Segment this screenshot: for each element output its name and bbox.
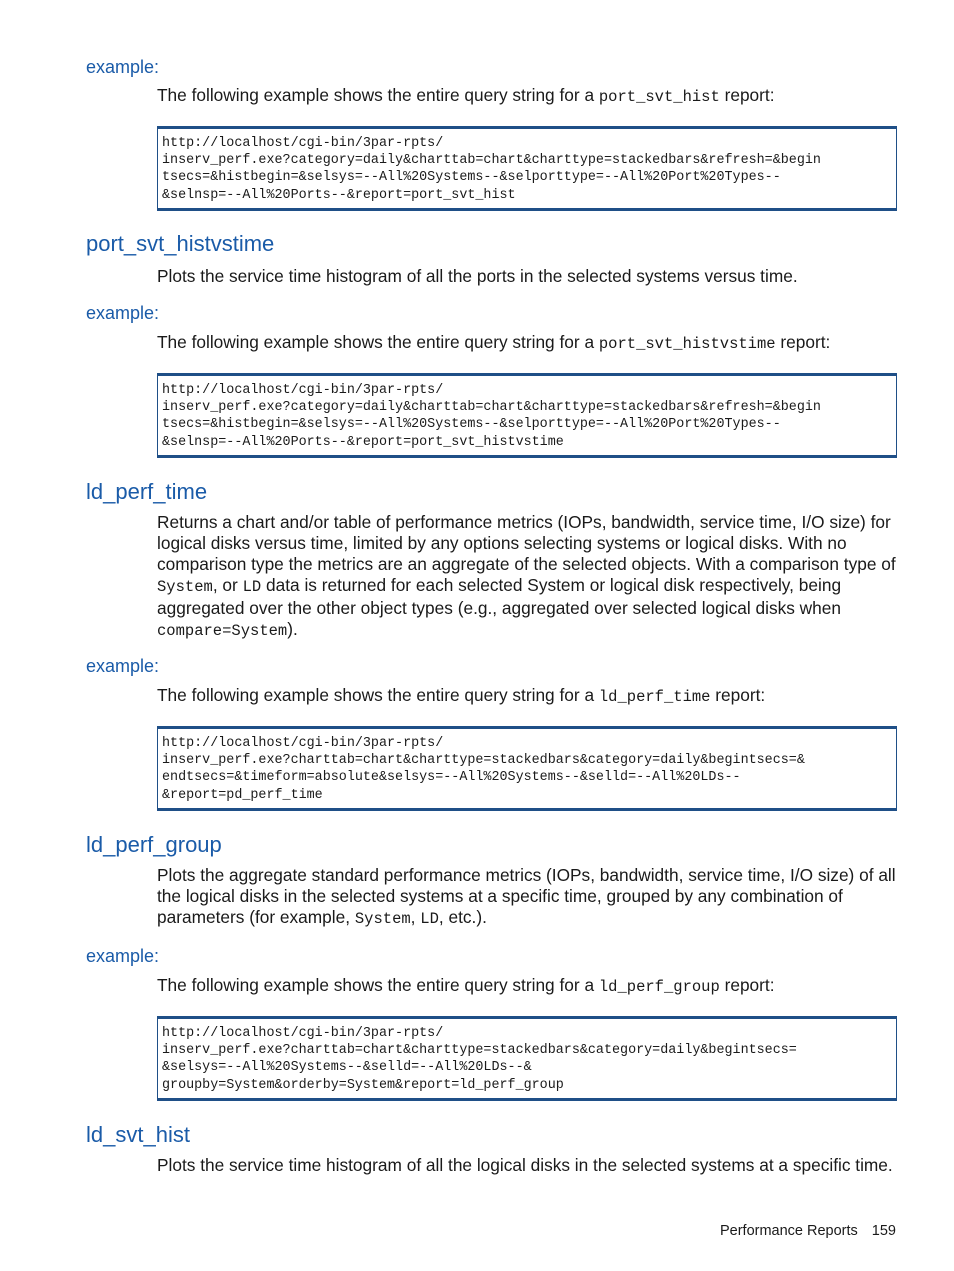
example-intro [157,685,899,708]
section-description [157,865,899,930]
query-line: inserv_perf.exe?category=daily&charttab=chart&charttype=stackedbars&refresh=&begin [162,153,821,169]
query-line: &report=pd_perf_time [162,787,323,803]
inline-text: ). [287,619,298,639]
section-heading: ld_svt_hist [86,1122,190,1147]
query-line: &selnsp=--All%20Ports--&report=port_svt_hist [162,187,516,203]
inline-code: LD [420,910,439,928]
section-description: Plots the service time histogram of all the ports in the selected systems versus time. [157,266,798,286]
query-line: &selsys=--All%20Systems--&selld=--All%20LDs--& [162,1060,532,1076]
inline-code: compare=System [157,622,288,640]
example-intro [157,975,899,998]
description-line: Plots the aggregate standard performance metrics (IOPs, bandwidth, service time, I/O size) of all [157,865,896,885]
query-string-box [157,726,897,811]
description-line [157,575,899,598]
query-line: groupby=System&orderby=System&report=ld_perf_group [162,1077,564,1093]
section-heading: ld_perf_time [86,479,208,504]
page-footer [720,1222,896,1240]
description-line [157,619,899,642]
query-line: tsecs=&histbegin=&selsys=--All%20Systems--&selporttype=--All%20Port%20Types-- [162,417,781,433]
report-code: ld_perf_group [598,978,720,996]
description-line: Returns a chart and/or table of performance metrics (IOPs, bandwidth, service time, I/O size) for [157,512,891,532]
section-heading: port_svt_histvstime [86,231,275,256]
example-label: example: [86,57,160,77]
query-string-box [157,1016,897,1101]
page-number: 159 [871,1223,896,1239]
inline-text: , [410,907,421,927]
inline-text: parameters (for example, [157,907,355,927]
query-line: tsecs=&histbegin=&selsys=--All%20Systems--&selporttype=--All%20Port%20Types-- [162,170,781,186]
intro-end: report: [710,685,766,705]
section-heading: ld_perf_group [86,832,222,857]
intro-text: The following example shows the entire query string for a [157,685,599,705]
intro-text: The following example shows the entire query string for a [157,975,599,995]
example-intro [157,332,899,355]
query-line: http://localhost/cgi-bin/3par-rpts/ [162,383,444,398]
report-code: port_svt_histvstime [598,335,776,353]
description-line: logical disks versus time, limited by any options selecting systems or logical disks. With no [157,533,847,553]
query-line: http://localhost/cgi-bin/3par-rpts/ [162,736,444,751]
inline-text: , or [212,575,243,595]
footer-section: Performance Reports [719,1223,858,1239]
query-string-box [157,373,897,458]
intro-end: report: [775,332,831,352]
report-code: ld_perf_time [598,688,711,706]
intro-text: The following example shows the entire query string for a [157,332,599,352]
example-label: example: [86,303,160,323]
report-code: port_svt_hist [598,88,720,106]
query-line: inserv_perf.exe?charttab=chart&charttype=stackedbars&category=daily&begintsecs=& [162,753,805,769]
query-line: http://localhost/cgi-bin/3par-rpts/ [162,1026,444,1041]
query-string-box [157,126,897,211]
query-line: inserv_perf.exe?charttab=chart&charttype=stackedbars&category=daily&begintsecs= [162,1043,797,1059]
intro-end: report: [719,975,775,995]
query-line: http://localhost/cgi-bin/3par-rpts/ [162,136,444,151]
intro-end: report: [719,85,775,105]
query-line: &selnsp=--All%20Ports--&report=port_svt_histvstime [162,434,564,450]
intro-text: The following example shows the entire query string for a [157,85,599,105]
example-label: example: [86,946,160,966]
inline-code: System [354,910,411,928]
description-line: comparison type the metrics are an aggregate of the selected objects. With a comparison type of [157,554,896,574]
example-label: example: [86,656,160,676]
example-intro [157,85,899,108]
description-line [157,907,899,930]
inline-code: System [157,578,213,596]
inline-code: LD [242,578,262,596]
inline-text: data is returned for each selected System or logical disk respectively, being [261,575,842,595]
query-line: endtsecs=&timeform=absolute&selsys=--All%20Systems--&selld=--All%20LDs-- [162,770,741,786]
description-line: the logical disks in the selected systems at a specific time, grouped by any combination of [157,886,843,906]
query-line: inserv_perf.exe?category=daily&charttab=chart&charttype=stackedbars&refresh=&begin [162,400,821,416]
inline-text: , etc.). [438,907,487,927]
description-line: aggregated over the other object types (e.g., aggregated over selected logical disks when [157,598,841,618]
section-description [157,512,899,642]
section-description: Plots the service time histogram of all the logical disks in the selected systems at a specific time. [157,1155,893,1175]
